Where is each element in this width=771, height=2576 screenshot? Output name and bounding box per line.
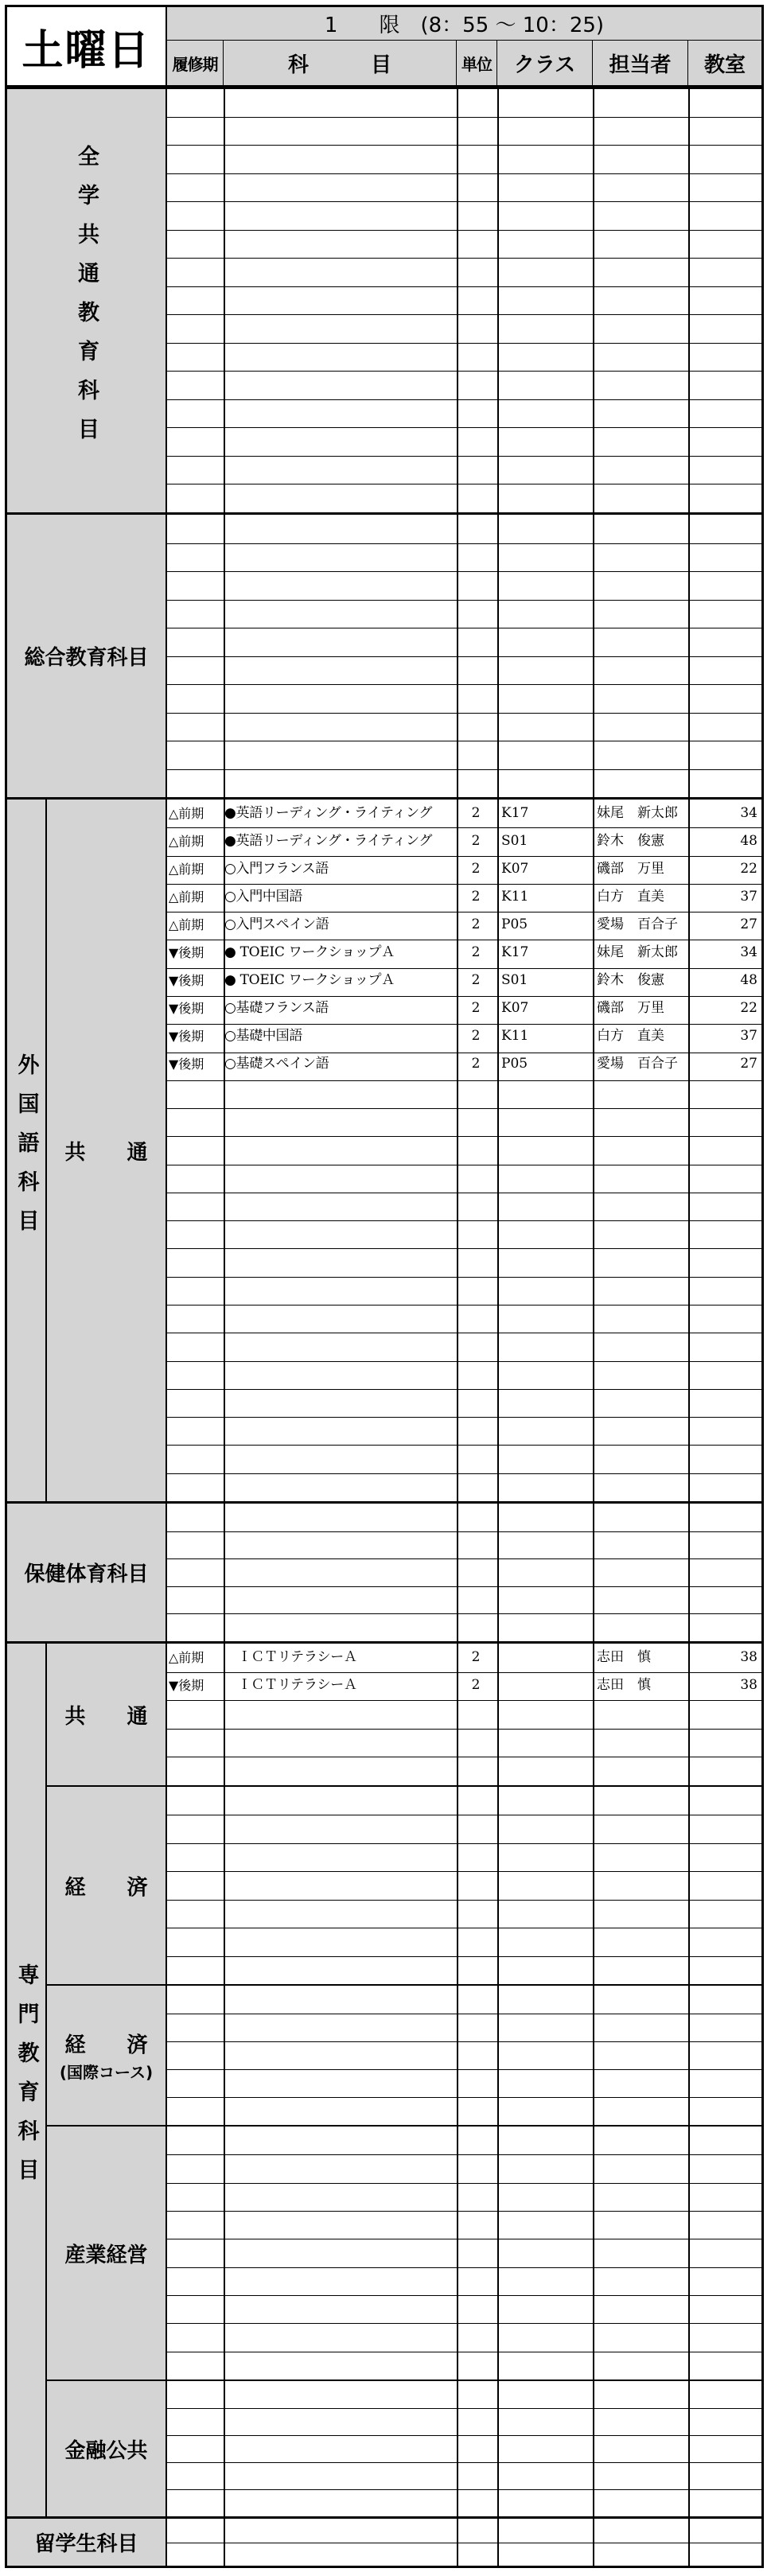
term-cell: △前期 <box>169 862 204 877</box>
day-title: 土曜日 <box>7 7 167 87</box>
row-divider <box>167 2408 761 2409</box>
row-divider <box>167 145 761 146</box>
teacher-cell: 妹尾 新太郎 <box>597 944 678 960</box>
room-cell: 38 <box>740 1677 757 1693</box>
subsection-divider <box>47 1785 761 1787</box>
table-row <box>167 1644 761 1671</box>
credits-cell: 2 <box>471 1000 481 1016</box>
room-cell: 38 <box>740 1649 757 1665</box>
row-divider <box>167 173 761 174</box>
row-divider <box>167 1531 761 1532</box>
table-row <box>167 1050 761 1078</box>
class-cell: K17 <box>501 944 529 960</box>
term-cell: ▼後期 <box>169 973 204 988</box>
row-divider <box>167 2489 761 2490</box>
room-cell: 27 <box>740 1056 757 1072</box>
credits-cell: 2 <box>471 1649 481 1665</box>
teacher-cell: 愛場 百合子 <box>597 1056 678 1072</box>
class-cell: S01 <box>501 972 528 988</box>
class-cell: K11 <box>501 889 529 905</box>
row-divider <box>167 684 761 685</box>
row-divider <box>167 1445 761 1446</box>
section-divider <box>7 512 761 515</box>
subject-cell: ○基礎フランス語 <box>224 1000 329 1016</box>
section-spec-economics-label: 経 済 <box>64 1875 148 1900</box>
term-cell: △前期 <box>169 806 204 821</box>
column-divider <box>224 87 225 2566</box>
row-divider <box>167 2069 761 2070</box>
room-cell: 48 <box>740 833 757 849</box>
column-divider <box>497 87 499 2566</box>
subsection-divider <box>47 1984 761 1986</box>
term-cell: ▼後期 <box>169 1678 204 1693</box>
row-divider <box>167 2267 761 2268</box>
table-row <box>167 800 761 827</box>
row-divider <box>167 713 761 714</box>
section-foreign-common <box>47 800 167 1501</box>
section-divider <box>7 797 761 800</box>
column-header-credits: 単位 <box>457 41 497 87</box>
row-divider <box>167 1473 761 1474</box>
row-divider <box>167 1108 761 1109</box>
term-cell: ▼後期 <box>169 1029 204 1044</box>
row-divider <box>167 1305 761 1306</box>
row-divider <box>167 2211 761 2212</box>
section-divider <box>7 2516 761 2519</box>
section-spec-industry <box>47 2127 167 2379</box>
column-header-teacher: 担当者 <box>593 41 688 87</box>
row-divider <box>167 996 761 997</box>
section-spec-economics <box>47 1787 167 1984</box>
room-cell: 34 <box>740 805 757 821</box>
class-cell: K17 <box>501 805 529 821</box>
table-row <box>167 855 761 883</box>
teacher-cell: 志田 慎 <box>597 1649 651 1665</box>
class-cell: K07 <box>501 861 529 877</box>
teacher-cell: 磯部 万里 <box>597 861 664 877</box>
row-divider <box>167 1389 761 1390</box>
credits-cell: 2 <box>471 972 481 988</box>
subject-cell: ○入門中国語 <box>224 889 303 905</box>
row-divider <box>167 827 761 828</box>
teacher-cell: 愛場 百合子 <box>597 916 678 932</box>
column-divider <box>457 87 458 2566</box>
section-health-label: 保健体育科目 <box>24 1562 149 1586</box>
row-divider <box>167 2097 761 2098</box>
row-divider <box>167 1700 761 1701</box>
room-cell: 37 <box>740 889 757 905</box>
credits-cell: 2 <box>471 1677 481 1693</box>
row-divider <box>167 117 761 118</box>
class-cell: S01 <box>501 833 528 849</box>
row-divider <box>167 1361 761 1362</box>
table-row <box>167 827 761 855</box>
section-divider <box>7 1501 761 1504</box>
row-divider <box>167 656 761 657</box>
section-spec-common-label: 共 通 <box>64 1704 148 1729</box>
column-header-room: 教室 <box>688 41 761 87</box>
section-divider <box>7 1641 761 1644</box>
subject-cell: ○入門フランス語 <box>224 861 329 877</box>
row-divider <box>167 571 761 572</box>
class-cell: P05 <box>501 1056 528 1072</box>
section-divider <box>7 87 761 89</box>
row-divider <box>167 1672 761 1673</box>
table-row <box>167 994 761 1022</box>
row-divider <box>167 2295 761 2296</box>
room-cell: 34 <box>740 944 757 960</box>
term-cell: ▼後期 <box>169 1056 204 1072</box>
teacher-cell: 白方 直美 <box>597 1028 664 1044</box>
row-divider <box>167 884 761 885</box>
teacher-cell: 妹尾 新太郎 <box>597 805 678 821</box>
row-divider <box>167 543 761 544</box>
table-row <box>167 883 761 911</box>
row-divider <box>167 314 761 315</box>
row-divider <box>167 1080 761 1081</box>
subsection-divider <box>47 2379 761 2381</box>
teacher-cell: 磯部 万里 <box>597 1000 664 1016</box>
section-specialized-label: 専門教育科目 <box>14 1963 39 2197</box>
column-header-term: 履修期 <box>167 41 224 87</box>
row-divider <box>167 2435 761 2436</box>
subject-cell: ＩＣＴリテラシーＡ <box>224 1677 357 1693</box>
subject-cell: ● TOEIC ワークショップＡ <box>224 944 395 960</box>
table-row <box>167 967 761 994</box>
row-divider <box>167 201 761 202</box>
section-international-label: 留学生科目 <box>34 2532 138 2556</box>
credits-cell: 2 <box>471 1028 481 1044</box>
room-cell: 22 <box>740 1000 757 1016</box>
timetable-sheet <box>5 5 764 2568</box>
class-cell: K07 <box>501 1000 529 1016</box>
row-divider <box>167 1220 761 1221</box>
row-divider <box>167 286 761 287</box>
row-divider <box>167 427 761 428</box>
table-row <box>167 939 761 967</box>
section-integrated <box>7 515 167 797</box>
subject-cell: ● TOEIC ワークショップＡ <box>224 972 395 988</box>
class-cell <box>501 1671 590 1699</box>
subject-cell: ●英語リーディング・ライティング <box>224 833 433 849</box>
credits-cell: 2 <box>471 916 481 932</box>
teacher-cell: 鈴木 俊憲 <box>597 833 664 849</box>
row-divider <box>167 1956 761 1957</box>
row-divider <box>167 968 761 969</box>
row-divider <box>167 1277 761 1278</box>
subject-cell: ●英語リーディング・ライティング <box>224 805 433 821</box>
section-general <box>7 88 167 512</box>
section-health <box>7 1504 167 1641</box>
row-divider <box>167 2041 761 2042</box>
row-divider <box>167 1871 761 1872</box>
class-cell: K11 <box>501 1028 529 1044</box>
column-header-class: クラス <box>497 41 593 87</box>
row-divider <box>167 1586 761 1587</box>
room-cell: 27 <box>740 916 757 932</box>
row-divider <box>167 1613 761 1614</box>
term-cell: ▼後期 <box>169 1001 204 1016</box>
section-specialized <box>7 1644 47 2516</box>
row-divider <box>167 399 761 400</box>
credits-cell: 2 <box>471 889 481 905</box>
table-row <box>167 1022 761 1050</box>
subject-cell: ○入門スペイン語 <box>224 916 329 932</box>
table-row <box>167 1671 761 1699</box>
row-divider <box>167 1900 761 1901</box>
row-divider <box>167 856 761 857</box>
teacher-cell: 鈴木 俊憲 <box>597 972 664 988</box>
row-divider <box>167 258 761 259</box>
teacher-cell: 白方 直美 <box>597 889 664 905</box>
term-cell: △前期 <box>169 889 204 905</box>
section-spec-industry-label: 産業経営 <box>64 2243 148 2267</box>
subject-cell: ○基礎中国語 <box>224 1028 303 1044</box>
row-divider <box>167 1843 761 1844</box>
class-cell <box>501 1644 590 1671</box>
row-divider <box>167 1417 761 1418</box>
section-foreign-label: 外国語科目 <box>14 1053 39 1248</box>
teacher-cell: 志田 慎 <box>597 1677 651 1693</box>
row-divider <box>167 1136 761 1137</box>
row-divider <box>167 1024 761 1025</box>
row-divider <box>167 1248 761 1249</box>
credits-cell: 2 <box>471 1056 481 1072</box>
class-cell: P05 <box>501 916 528 932</box>
row-divider <box>167 1729 761 1730</box>
room-cell: 48 <box>740 972 757 988</box>
term-cell: △前期 <box>169 1650 204 1665</box>
section-foreign <box>7 800 47 1501</box>
row-divider <box>167 456 761 457</box>
period-label: 1 限 (8：55 ～ 10：25) <box>167 7 761 41</box>
room-cell: 22 <box>740 861 757 877</box>
subject-cell: ○基礎スペイン語 <box>224 1056 329 1072</box>
row-divider <box>167 769 761 770</box>
row-divider <box>167 2154 761 2155</box>
row-divider <box>167 230 761 231</box>
term-cell: ▼後期 <box>169 945 204 960</box>
section-spec-econ-intl-sub: (国際コース) <box>59 2062 154 2082</box>
row-divider <box>167 600 761 601</box>
credits-cell: 2 <box>471 944 481 960</box>
credits-cell: 2 <box>471 861 481 877</box>
credits-cell: 2 <box>471 805 481 821</box>
room-cell: 37 <box>740 1028 757 1044</box>
section-spec-common <box>47 1644 167 1785</box>
row-divider <box>167 2323 761 2324</box>
section-foreign-common-label: 共 通 <box>64 1140 148 1165</box>
credits-cell: 2 <box>471 833 481 849</box>
row-divider <box>167 371 761 372</box>
term-cell: △前期 <box>169 917 204 932</box>
section-spec-econ-intl <box>47 1986 167 2125</box>
section-international <box>7 2519 167 2566</box>
section-integrated-label: 総合教育科目 <box>24 646 149 670</box>
column-divider <box>688 87 690 2566</box>
column-divider <box>593 87 594 2566</box>
section-spec-econ-intl-label: 経 済 <box>64 2033 148 2057</box>
row-divider <box>167 2183 761 2184</box>
row-divider <box>167 2462 761 2463</box>
term-cell: △前期 <box>169 834 204 849</box>
row-divider <box>167 1558 761 1559</box>
section-general-label: 全学共通教育科目 <box>74 144 99 457</box>
section-spec-finance <box>47 2381 167 2516</box>
subsection-divider <box>47 2125 761 2127</box>
table-row <box>167 911 761 939</box>
row-divider <box>167 343 761 344</box>
section-spec-finance-label: 金融公共 <box>64 2438 148 2463</box>
subject-cell: ＩＣＴリテラシーＡ <box>224 1649 357 1665</box>
column-header-subject: 科 目 <box>224 41 457 87</box>
